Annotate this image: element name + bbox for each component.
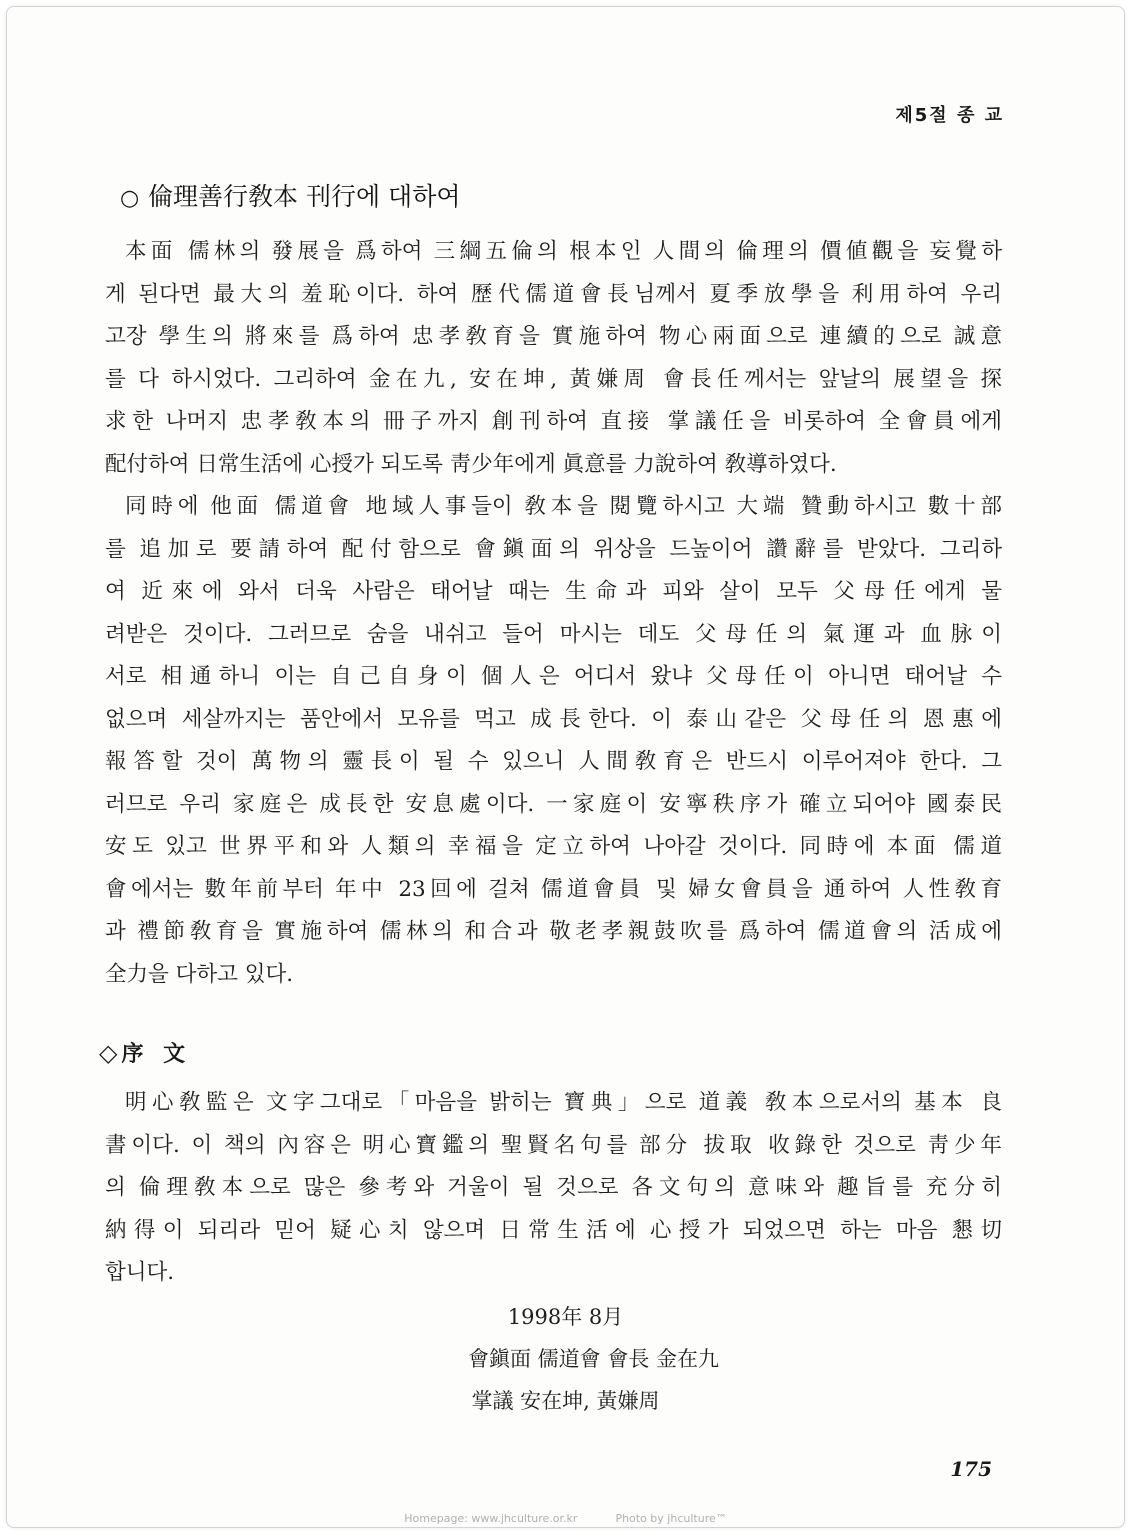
paragraph-line: 配付하여 日常生活에 心授가 되도록 靑少年에게 眞意를 力說하여 敎導하였다. (105, 451, 837, 477)
paragraph-line: 書이다. 이 책의 內容은 明心寶鑑의 聖賢名句를 部分 拔取 收錄한 것으로 靑少年 (105, 1132, 1002, 1158)
section-body (105, 231, 1002, 996)
footer-watermark (0, 1512, 1131, 1525)
paragraph-line: 과 禮節敎育을 實施하여 儒林의 和合과 敬老孝親鼓吹를 爲하여 儒道會의 活成에 (105, 919, 1002, 944)
paragraph-line: 고장 學生의 將來를 爲하여 忠孝敎育을 實施하여 物心兩面으로 連續的으로 誠意 (105, 324, 1002, 349)
preface-heading (99, 1037, 191, 1068)
section-heading (120, 177, 461, 213)
signature-author (7, 1343, 1131, 1373)
paragraph-line: 게 된다면 最大의 羞恥이다. 하여 歷代儒道會長님께서 夏季放學을 利用하여 우리 (105, 281, 1002, 307)
preface-title: 序 文 (121, 1042, 192, 1067)
homepage-credit: Homepage: www.jhculture.or.kr (404, 1512, 578, 1525)
date-text: 1998年 8月 (507, 1305, 624, 1329)
signature-date (7, 1301, 1124, 1331)
section-title: 倫理善行敎本 刊行에 대하여 (148, 182, 461, 211)
photo-credit: Photo by jhculture™ (615, 1512, 727, 1525)
paragraph-line: 를 다 하시었다. 그리하여 金在九, 安在坤, 黃嫌周 會長任께서는 앞날의 展望을 探 (105, 366, 1002, 392)
running-header: 제5절 종 교 (895, 105, 1004, 126)
paragraph-line: 明心敎監은 文字그대로「마음을 밝히는 寶典」으로 道義 敎本으로서의 基本 良 (125, 1090, 1002, 1115)
diamond-bullet-icon: ◇ (99, 1039, 118, 1067)
paragraph-line: 서로 相通하니 이는 自己自身이 個人은 어디서 왔냐 父母任이 아니면 태어날 수 (105, 664, 1002, 689)
signature-assistants (7, 1385, 1124, 1415)
paragraph-line: 의 倫理敎本으로 많은 參考와 거울이 될 것으로 各文句의 意味와 趣旨를 充分히 (105, 1175, 1002, 1200)
document-page (6, 6, 1125, 1528)
paragraph-line: 를 追加로 要請하여 配付함으로 會鎭面의 위상을 드높이어 讚辭를 받았다. 그리하 (105, 536, 1002, 562)
assistants-text: 掌議 安在坤, 黃嫌周 (471, 1389, 660, 1413)
page-number: 175 (950, 1457, 992, 1481)
paragraph-line: 없으며 세살까지는 품안에서 모유를 먹고 成長한다. 이 泰山같은 父母任의 恩惠에 (105, 706, 1002, 732)
paragraph-line: 全力을 다하고 있다. (105, 961, 294, 987)
paragraph-line: 納得이 되리라 믿어 疑心치 않으며 日常生活에 心授가 되었으면 하는 마음 懇切 (105, 1217, 1002, 1243)
paragraph-line: 會에서는 數年前부터 年中 23回에 걸쳐 儒道會員 및 婦女會員을 通하여 人性敎育 (105, 876, 1002, 902)
paragraph-line: 여 近來에 와서 더욱 사람은 태어날 때는 生命과 피와 살이 모두 父母任에게 물 (105, 579, 1002, 604)
paragraph-line: 求한 나머지 忠孝敎本의 冊子까지 創刊하여 直接 掌議任을 비롯하여 全會員에게 (105, 409, 1002, 434)
author-text: 會鎭面 儒道會 會長 金在九 (467, 1347, 720, 1371)
paragraph-line: 本面 儒林의 發展을 爲하여 三綱五倫의 根本인 人間의 倫理의 價値觀을 妄覺하 (125, 239, 1002, 264)
paragraph-line: 報答할 것이 萬物의 靈長이 될 수 있으니 人間敎育은 반드시 이루어져야 한다. 그 (105, 749, 1002, 774)
preface-body (105, 1082, 1002, 1295)
paragraph-line: 합니다. (105, 1260, 175, 1285)
paragraph-line: 同時에 他面 儒道會 地域人事들이 敎本을 閱覽하시고 大端 贊動하시고 數十部 (125, 494, 1002, 519)
paragraph-line: 러므로 우리 家庭은 成長한 安息處이다. 一家庭이 安寧秩序가 確立되어야 國泰民 (105, 791, 1002, 817)
paragraph-line: 安도 있고 世界平和와 人類의 幸福을 定立하여 나아갈 것이다. 同時에 本面 儒道 (105, 834, 1002, 859)
circle-bullet-icon: ○ (120, 186, 140, 211)
paragraph-line: 려받은 것이다. 그러므로 숨을 내쉬고 들어 마시는 데도 父母任의 氣運과 血脉이 (105, 621, 1002, 647)
